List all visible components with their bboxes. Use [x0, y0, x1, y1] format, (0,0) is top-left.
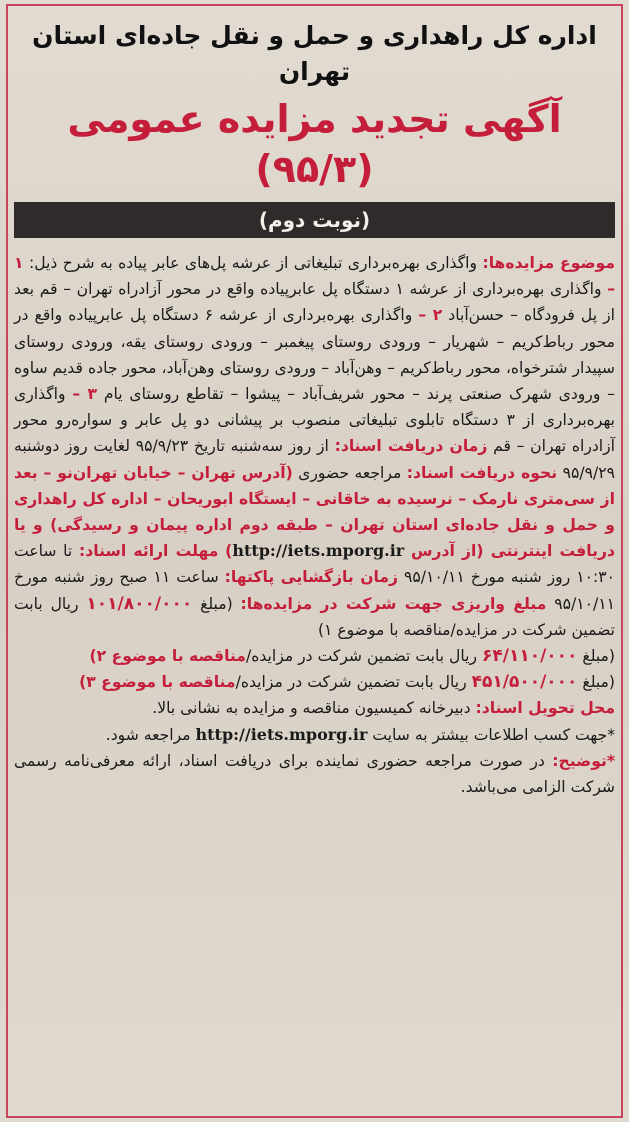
deposit-1-amount: ۱۰۱/۸۰۰/۰۰۰ [86, 593, 193, 614]
notice-body [10, 250, 619, 800]
delivery-text: دبیرخانه کمیسیون مناقصه و مزایده به نشانی بالا. [152, 699, 471, 718]
note-label: *توضیح: [552, 751, 615, 770]
deposit-2-line [14, 643, 615, 669]
deadline-label: مهلت ارائه اسناد: [79, 542, 219, 561]
info-url-link[interactable]: http://iets.mporg.ir [195, 724, 368, 744]
round-banner [14, 202, 615, 238]
item-2-number: ۲ – [418, 306, 443, 325]
opening-label: زمان بازگشایی پاکتها: [224, 568, 399, 587]
item-1-number: ۱ – [14, 254, 615, 299]
receive-time-label: زمان دریافت اسناد: [334, 437, 488, 456]
subject-label: موضوع مزایده‌ها: [482, 254, 615, 272]
item-2-text: واگذاری بهره‌برداری از عرشه ۶ دستگاه پل عابرپیاده واقع در محور رباط‌کریم – شهریار – ورودی روستای پیغمبر – ورودی روستای یقه، ورودی روستای سپیدار شترخواه، محور رباط‌کریم – وهن‌آباد – ورودی روستای وهن‌آباد، محور جاده قدیم ساوه – ورودی شهرک صنعتی پرند – محور شریف‌آباد – پیشوا – تقاطع روستای یام [14, 306, 615, 404]
deposit-3-subject: مناقصه با موضوع ۳) [79, 673, 236, 692]
deposit-2-prefix: (مبلغ [582, 647, 615, 666]
receive-time-text: از روز سه‌شنبه تاریخ ۹۵/۹/۲۳ لغایت روز دوشنبه ۹۵/۹/۲۹ [14, 437, 615, 482]
info-line [14, 722, 615, 748]
deposit-1-suffix: ریال بابت تضمین شرکت در مزایده/ [14, 594, 615, 639]
deposit-3-suffix: ریال بابت تضمین شرکت در مزایده/ [235, 673, 467, 692]
deposit-label: مبلغ واریزی جهت شرکت در مزایده‌ها: [240, 594, 547, 613]
organization-title: اداره کل راهداری و حمل و نقل جاده‌ای استان تهران [32, 21, 597, 86]
delivery-label: محل تحویل اسناد: [475, 699, 615, 718]
info-text: *جهت کسب اطلاعات بیشتر به سایت [372, 725, 615, 744]
deposit-3-amount: ۴۵۱/۵۰۰/۰۰۰ [471, 672, 578, 693]
receive-method-label: نحوه دریافت اسناد: [406, 463, 558, 482]
subject-text: واگذاری بهره‌برداری تبلیغاتی از عرشه پل‌های عابر پیاده به شرح ذیل: [28, 254, 478, 272]
auction-headline: آگهی تجدید مزایده عمومی (۹۵/۳) [67, 97, 562, 191]
receive-address: (آدرس تهران – خیابان تهران‌نو – بعد از سی‌متری نارمک – نرسیده به خاقانی – ایستگاه ابوریحان – اداره کل راهداری و حمل و نقل جاده‌ای استان تهران – طبقه دوم اداره پیمان و رسیدگی) و یا دریافت اینترنتی (از آدرس [14, 463, 615, 561]
info-tail: مراجعه شود. [105, 725, 191, 744]
item-1-text: واگذاری بهره‌برداری از عرشه ۱ دستگاه پل عابرپیاده واقع در محور آزادراه تهران – قم بعد از پل فرودگاه – حسن‌آباد [14, 280, 615, 325]
deadline-text: تا ساعت ۱۰:۳۰ روز شنبه مورخ ۹۵/۱۰/۱۱ [14, 542, 615, 587]
note-text: در صورت مراجعه حضوری نماینده برای دریافت اسناد، ارائه معرفی‌نامه رسمی شرکت الزامی می‌باشد. [14, 751, 615, 797]
item-3-number: ۳ – [72, 385, 97, 404]
deposit-3-line [14, 669, 615, 695]
deposit-1-prefix: (مبلغ [200, 594, 233, 613]
round-label: (نوبت دوم) [258, 208, 371, 232]
deposit-2-suffix: ریال بابت تضمین شرکت در مزایده/ [245, 647, 478, 666]
note-line [14, 748, 615, 800]
deposit-2-amount: ۶۴/۱۱۰/۰۰۰ [481, 646, 578, 667]
address-close: ) [225, 542, 233, 561]
deposit-2-subject: مناقصه با موضوع ۲) [89, 647, 246, 666]
deposit-3-prefix: (مبلغ [582, 673, 615, 692]
receive-method-text: مراجعه حضوری [298, 463, 402, 482]
deposit-1-subject: مناقصه با موضوع ۱) [317, 620, 451, 639]
documents-url-link[interactable]: http://iets.mporg.ir [232, 541, 405, 561]
item-3-text: واگذاری بهره‌برداری از ۳ دستگاه تابلوی تبلیغاتی منصوب بر پیشانی دو پل عابر و سواره‌رو محور آزادراه تهران – قم [14, 385, 615, 456]
opening-text: ساعت ۱۱ صبح روز شنبه مورخ ۹۵/۱۰/۱۱ [14, 568, 615, 613]
